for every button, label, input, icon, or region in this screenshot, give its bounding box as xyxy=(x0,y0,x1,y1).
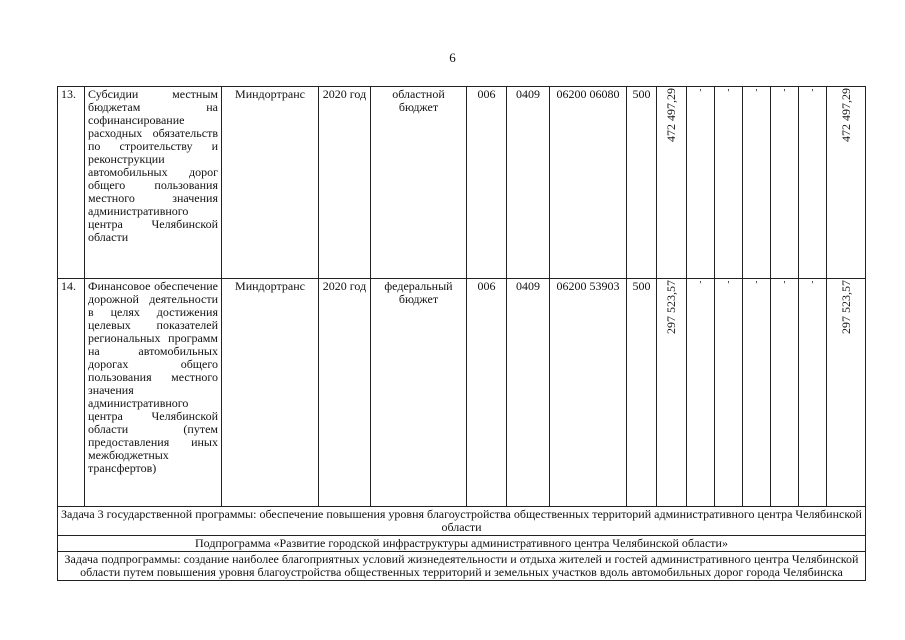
row-vr: 500 xyxy=(627,279,657,507)
budget-table xyxy=(57,86,866,581)
dash-mark: ' xyxy=(727,280,730,291)
row-grbs: 006 xyxy=(467,279,507,507)
table-row xyxy=(58,87,866,279)
row-vr: 500 xyxy=(627,87,657,279)
row-dash xyxy=(687,279,715,507)
row-source: областной бюджет xyxy=(371,87,467,279)
row-source: федеральный бюджет xyxy=(371,279,467,507)
dash-mark: ' xyxy=(783,280,786,291)
row-dash xyxy=(743,87,771,279)
row-dash xyxy=(771,279,799,507)
amount-text: 472 497,29 xyxy=(664,88,678,142)
row-rzpr: 0409 xyxy=(507,87,550,279)
table-row xyxy=(58,552,866,581)
total-text: 297 523,57 xyxy=(838,280,853,334)
task3-heading: Задача 3 государственной программы: обеспечение повышения уровня благоустройства общественных территорий административного центра Челябинской области xyxy=(58,507,866,536)
row-name: Субсидии местным бюджетам на софинансирование расходных обязательств по строительству и реконструкции автомобильных дорог общего пользования местного значения административного центра Челябинской области xyxy=(85,87,222,279)
dash-mark: ' xyxy=(727,88,730,99)
dash-mark: ' xyxy=(755,88,758,99)
page-number: 6 xyxy=(449,50,456,65)
row-amount xyxy=(657,87,687,279)
row-number: 13. xyxy=(58,87,85,279)
row-executor: Миндортранс xyxy=(222,87,319,279)
total-text: 472 497,29 xyxy=(838,88,853,142)
row-dash xyxy=(715,87,743,279)
row-executor: Миндортранс xyxy=(222,279,319,507)
row-total xyxy=(827,279,866,507)
row-amount xyxy=(657,279,687,507)
row-dash xyxy=(687,87,715,279)
dash-mark: ' xyxy=(755,280,758,291)
row-csr: 06200 53903 xyxy=(550,279,627,507)
dash-mark: ' xyxy=(811,88,814,99)
dash-mark: ' xyxy=(783,88,786,99)
row-name: Финансовое обеспечение дорожной деятельности в целях достижения целевых показателей региональных программ на автомобильных дорогах общего пользования местного значения административного центра Челябинской области (путем предоставления иных межбюджетных трансфертов) xyxy=(85,279,222,507)
row-dash xyxy=(771,87,799,279)
row-dash xyxy=(799,279,827,507)
row-dash xyxy=(715,279,743,507)
row-dash xyxy=(743,279,771,507)
table-row xyxy=(58,536,866,552)
row-grbs: 006 xyxy=(467,87,507,279)
row-rzpr: 0409 xyxy=(507,279,550,507)
row-number: 14. xyxy=(58,279,85,507)
subtask-heading: Задача подпрограммы: создание наиболее благоприятных условий жизнедеятельности и отдыха жителей и гостей административного центра Челябинской области путем повышения уровня благоустройства общественных территорий и земельных участков вдоль автомобильных дорог города Челябинска xyxy=(58,552,866,581)
row-csr: 06200 06080 xyxy=(550,87,627,279)
table-row xyxy=(58,279,866,507)
amount-text: 297 523,57 xyxy=(664,280,678,334)
table-row xyxy=(58,507,866,536)
subprogram-heading: Подпрограмма «Развитие городской инфраструктуры административного центра Челябинской области» xyxy=(58,536,866,552)
row-total xyxy=(827,87,866,279)
dash-mark: ' xyxy=(699,88,702,99)
dash-mark: ' xyxy=(699,280,702,291)
row-year: 2020 год xyxy=(319,87,371,279)
row-dash xyxy=(799,87,827,279)
row-year: 2020 год xyxy=(319,279,371,507)
dash-mark: ' xyxy=(811,280,814,291)
